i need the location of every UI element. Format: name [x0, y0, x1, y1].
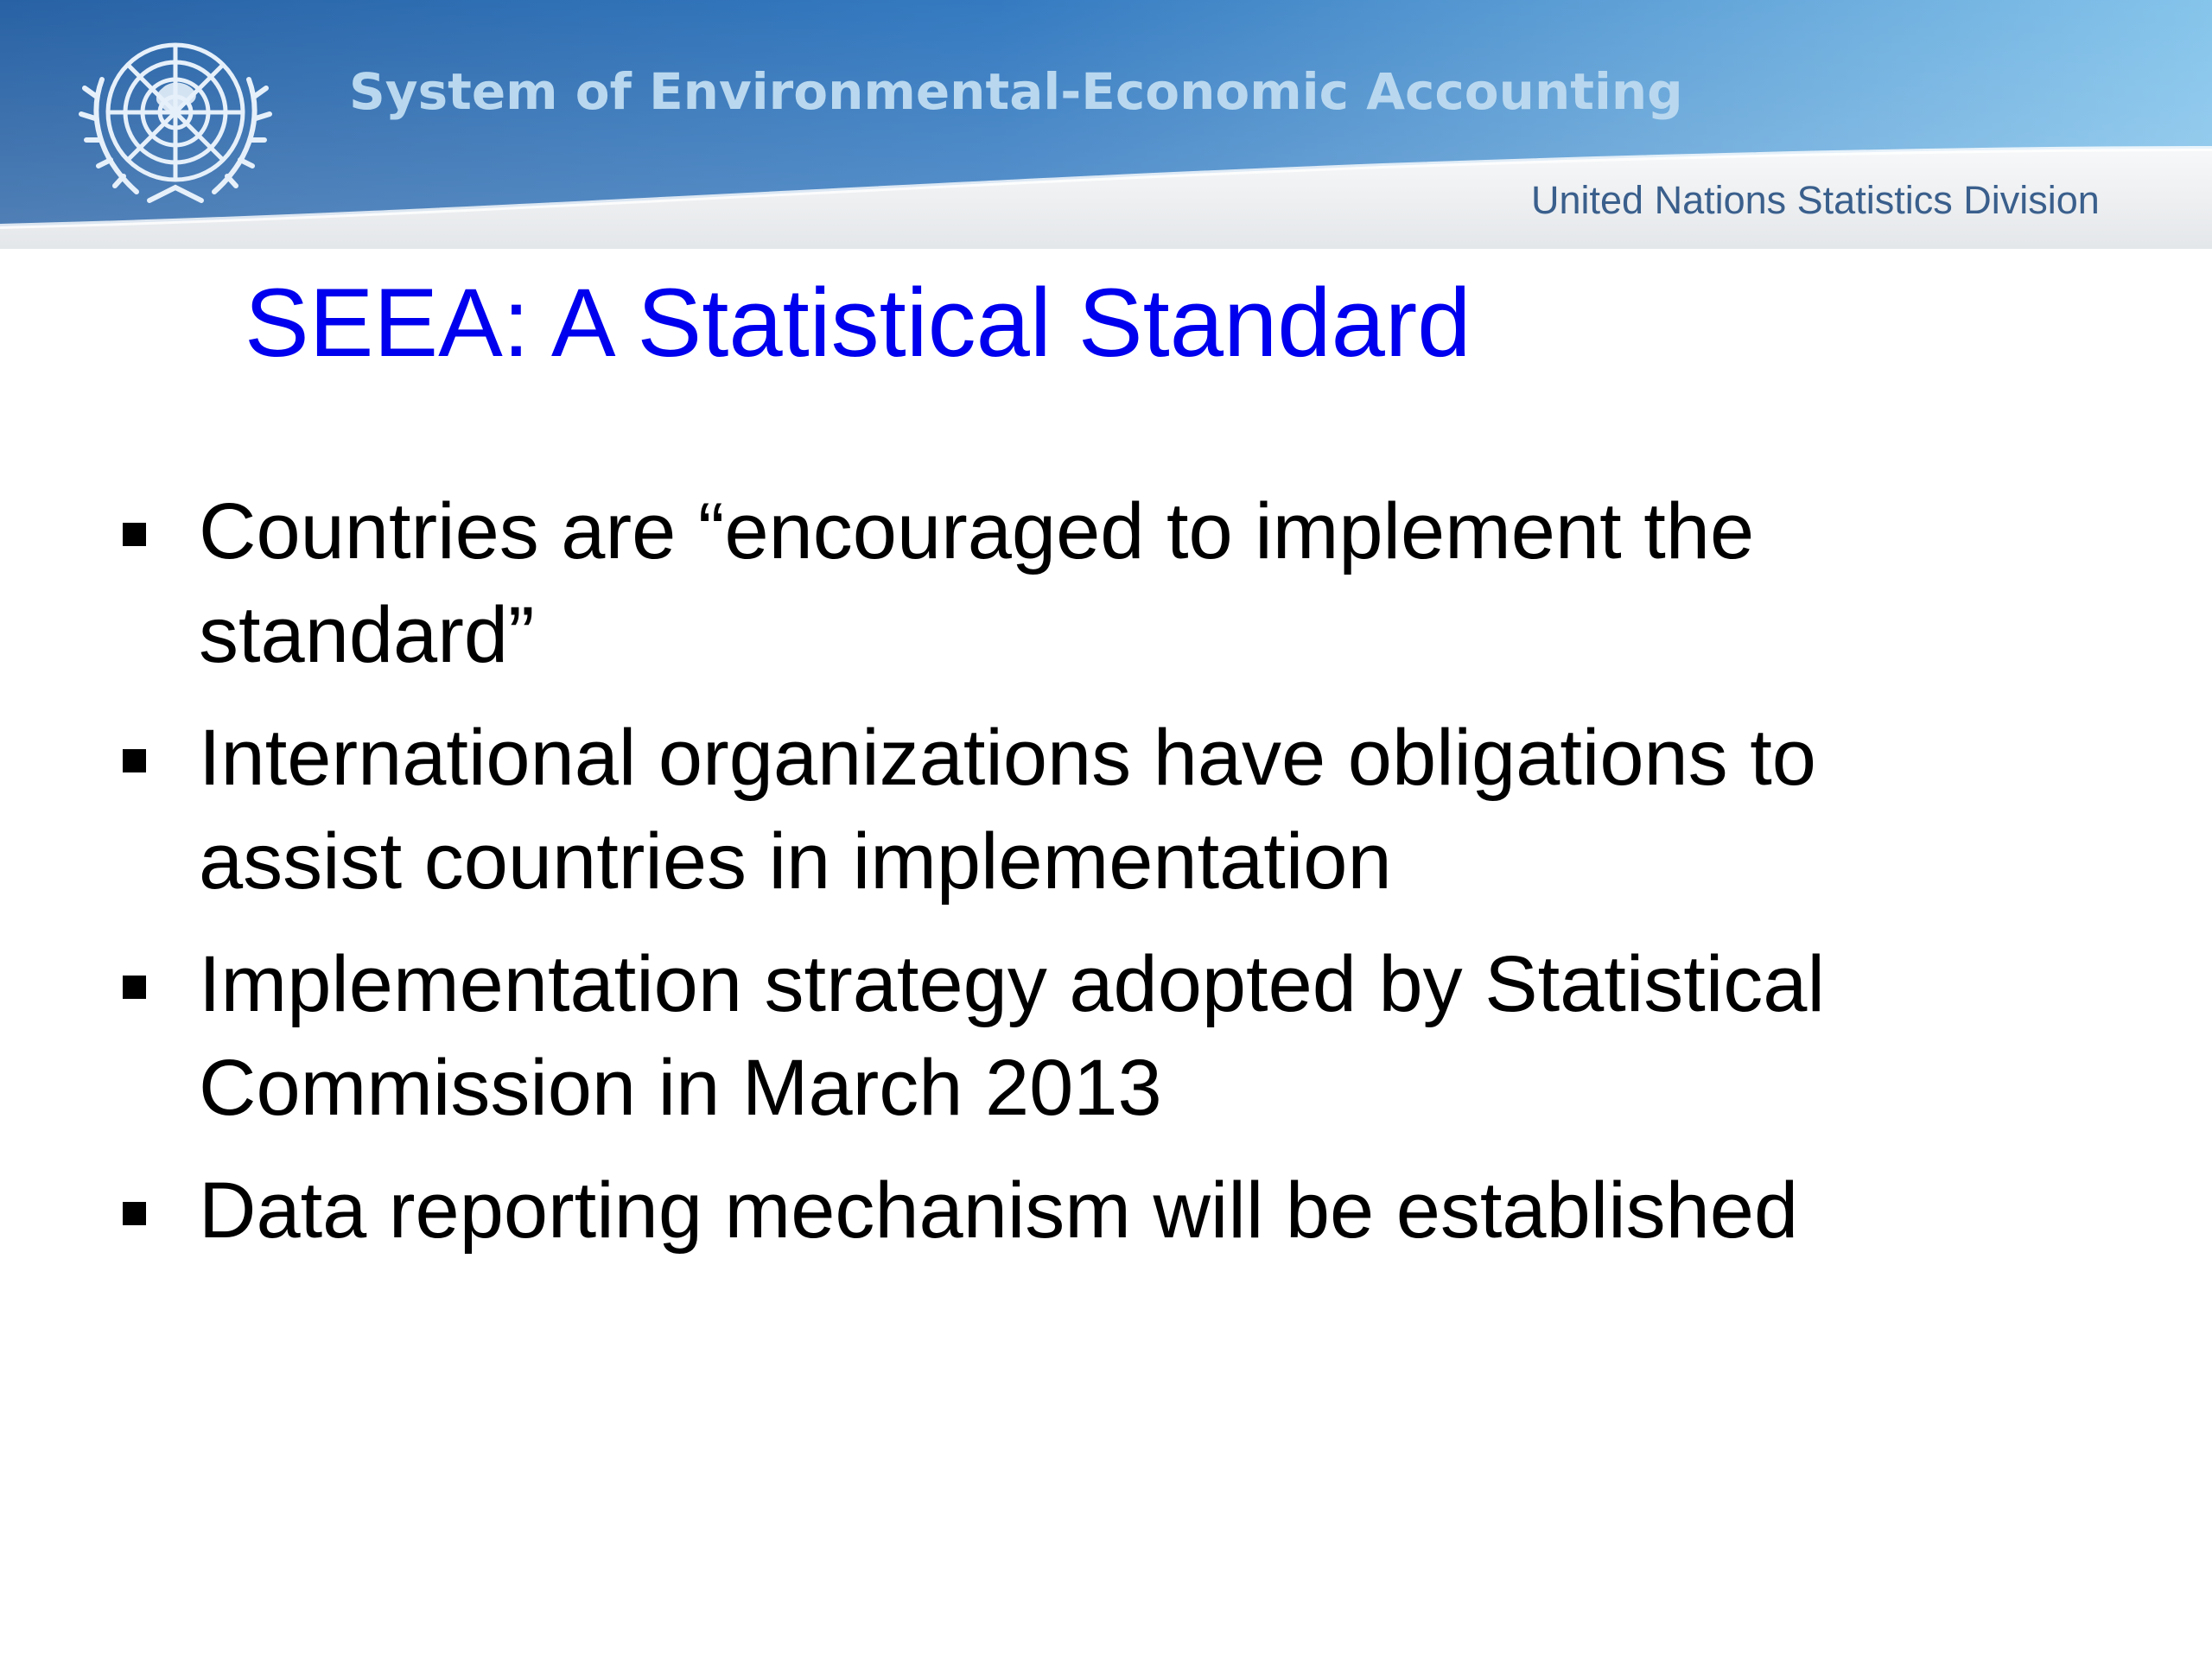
slide-title: SEEA: A Statistical Standard	[245, 269, 1471, 377]
bullet-item	[0, 706, 1979, 913]
bullet-list	[0, 480, 2074, 1281]
bullet-text: Data reporting mechanism will be established	[199, 1166, 1799, 1255]
bullet-item	[0, 932, 1979, 1140]
square-bullet-icon	[123, 976, 146, 999]
bullet-text: International organizations have obligations to assist countries in implementation	[199, 714, 1816, 906]
bullet-item	[0, 1159, 1979, 1262]
slide-header	[0, 0, 2212, 259]
square-bullet-icon	[123, 1202, 146, 1225]
square-bullet-icon	[123, 749, 146, 772]
header-title: System of Environmental-Economic Accounting	[349, 62, 1683, 121]
un-emblem-icon	[67, 28, 283, 218]
square-bullet-icon	[123, 523, 146, 546]
bullet-item	[0, 480, 1979, 687]
bullet-text: Countries are “encouraged to implement the standard”	[199, 487, 1755, 679]
header-organization: United Nations Statistics Division	[1531, 178, 2100, 222]
bullet-text: Implementation strategy adopted by Statistical Commission in March 2013	[199, 940, 1825, 1132]
